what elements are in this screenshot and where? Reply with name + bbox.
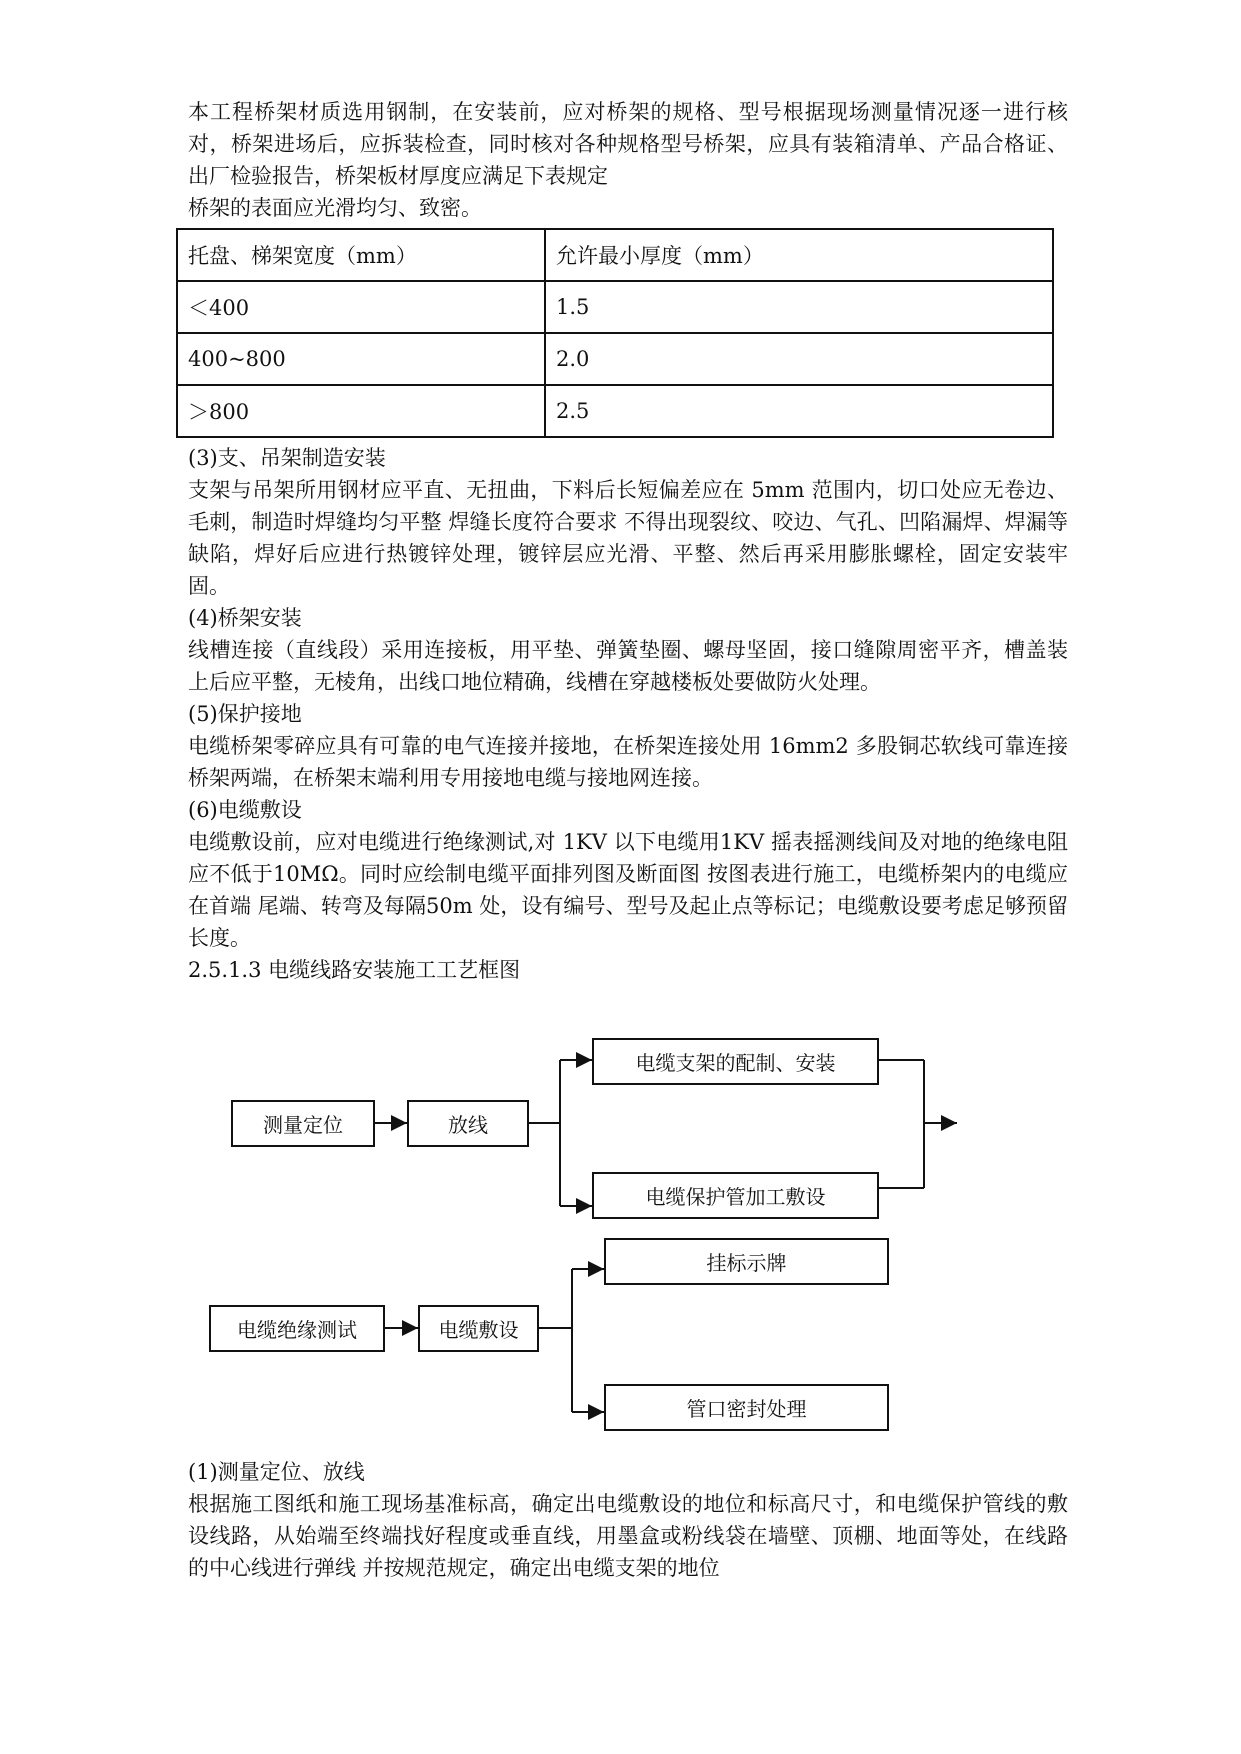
table-cell: 400~800 bbox=[177, 333, 545, 385]
flow-box-survey: 测量定位 bbox=[231, 1100, 375, 1147]
table-cell: 2.5 bbox=[545, 385, 1053, 437]
flow-box-payout: 放线 bbox=[407, 1100, 529, 1147]
section-paragraph: 根据施工图纸和施工现场基准标高，确定出电缆敷设的地位和标高尺寸，和电缆保护管线的敷设线路，从始端至终端找好程度或垂直线，用墨盒或粉线袋在墙壁、顶棚、地面等处，在线路的中心线进行弹线 并按规范规定，确定出电缆支架的地位 bbox=[188, 1492, 1068, 1580]
section-heading: (4)桥架安装 bbox=[188, 606, 302, 630]
section-heading: (1)测量定位、放线 bbox=[188, 1460, 365, 1484]
table-cell: ＞800 bbox=[177, 385, 545, 437]
flow-box-tag: 挂标示牌 bbox=[604, 1238, 889, 1285]
section-paragraph: 电缆桥架零碎应具有可靠的电气连接并接地，在桥架连接处用 16mm2 多股铜芯软线可靠连接桥架两端，在桥架末端利用专用接地电缆与接地网连接。 bbox=[188, 734, 1068, 790]
final-section bbox=[188, 1456, 1068, 1584]
flow-box-conduit: 电缆保护管加工敷设 bbox=[592, 1172, 879, 1219]
section-heading: (5)保护接地 bbox=[188, 702, 302, 726]
flow-box-insulation: 电缆绝缘测试 bbox=[209, 1305, 385, 1352]
section-heading: (3)支、吊架制造安装 bbox=[188, 446, 386, 470]
section-paragraph: 电缆敷设前，应对电缆进行绝缘测试,对 1KV 以下电缆用1KV 摇表摇测线间及对地的绝缘电阻应不低于10MΩ。同时应绘制电缆平面排列图及断面图 按图表进行施工，电缆桥架内的电缆应在首端 尾端、转弯及每隔50m 处，设有编号、型号及起止点等标记；电缆敷设要考虑足够预留长度。 bbox=[188, 830, 1068, 950]
flow-box-seal: 管口密封处理 bbox=[604, 1384, 889, 1431]
table-cell: ＜400 bbox=[177, 281, 545, 333]
intro-paragraph: 本工程桥架材质选用钢制，在安装前，应对桥架的规格、型号根据现场测量情况逐一进行核对，桥架进场后，应拆装检查，同时核对各种规格型号桥架，应具有装箱清单、产品合格证、出厂检验报告，桥架板材厚度应满足下表规定 bbox=[188, 100, 1068, 188]
flow-box-laying: 电缆敷设 bbox=[418, 1305, 539, 1352]
flow-box-bracket: 电缆支架的配制、安装 bbox=[592, 1038, 879, 1085]
section-paragraph: 线槽连接（直线段）采用连接板，用平垫、弹簧垫圈、螺母坚固，接口缝隙周密平齐，槽盖装上后应平整，无棱角，出线口地位精确，线槽在穿越楼板处要做防火处理。 bbox=[188, 638, 1068, 694]
intro-paragraph-2: 桥架的表面应光滑均匀、致密。 bbox=[188, 196, 482, 220]
table-cell: 2.0 bbox=[545, 333, 1053, 385]
table-header-cell: 允许最小厚度（mm） bbox=[545, 229, 1053, 281]
table-cell: 1.5 bbox=[545, 281, 1053, 333]
section-paragraph: 支架与吊架所用钢材应平直、无扭曲，下料后长短偏差应在 5mm 范围内，切口处应无卷边、毛刺，制造时焊缝均匀平整 焊缝长度符合要求 不得出现裂纹、咬边、气孔、凹陷漏焊、焊漏等缺陷，焊好后应进行热镀锌处理，镀锌层应光滑、平整、然后再采用膨胀螺栓，固定安装牢固。 bbox=[188, 478, 1068, 598]
table-header-cell: 托盘、梯架宽度（mm） bbox=[177, 229, 545, 281]
figure-heading: 2.5.1.3 电缆线路安装施工工艺框图 bbox=[188, 958, 521, 982]
section-heading: (6)电缆敷设 bbox=[188, 798, 302, 822]
